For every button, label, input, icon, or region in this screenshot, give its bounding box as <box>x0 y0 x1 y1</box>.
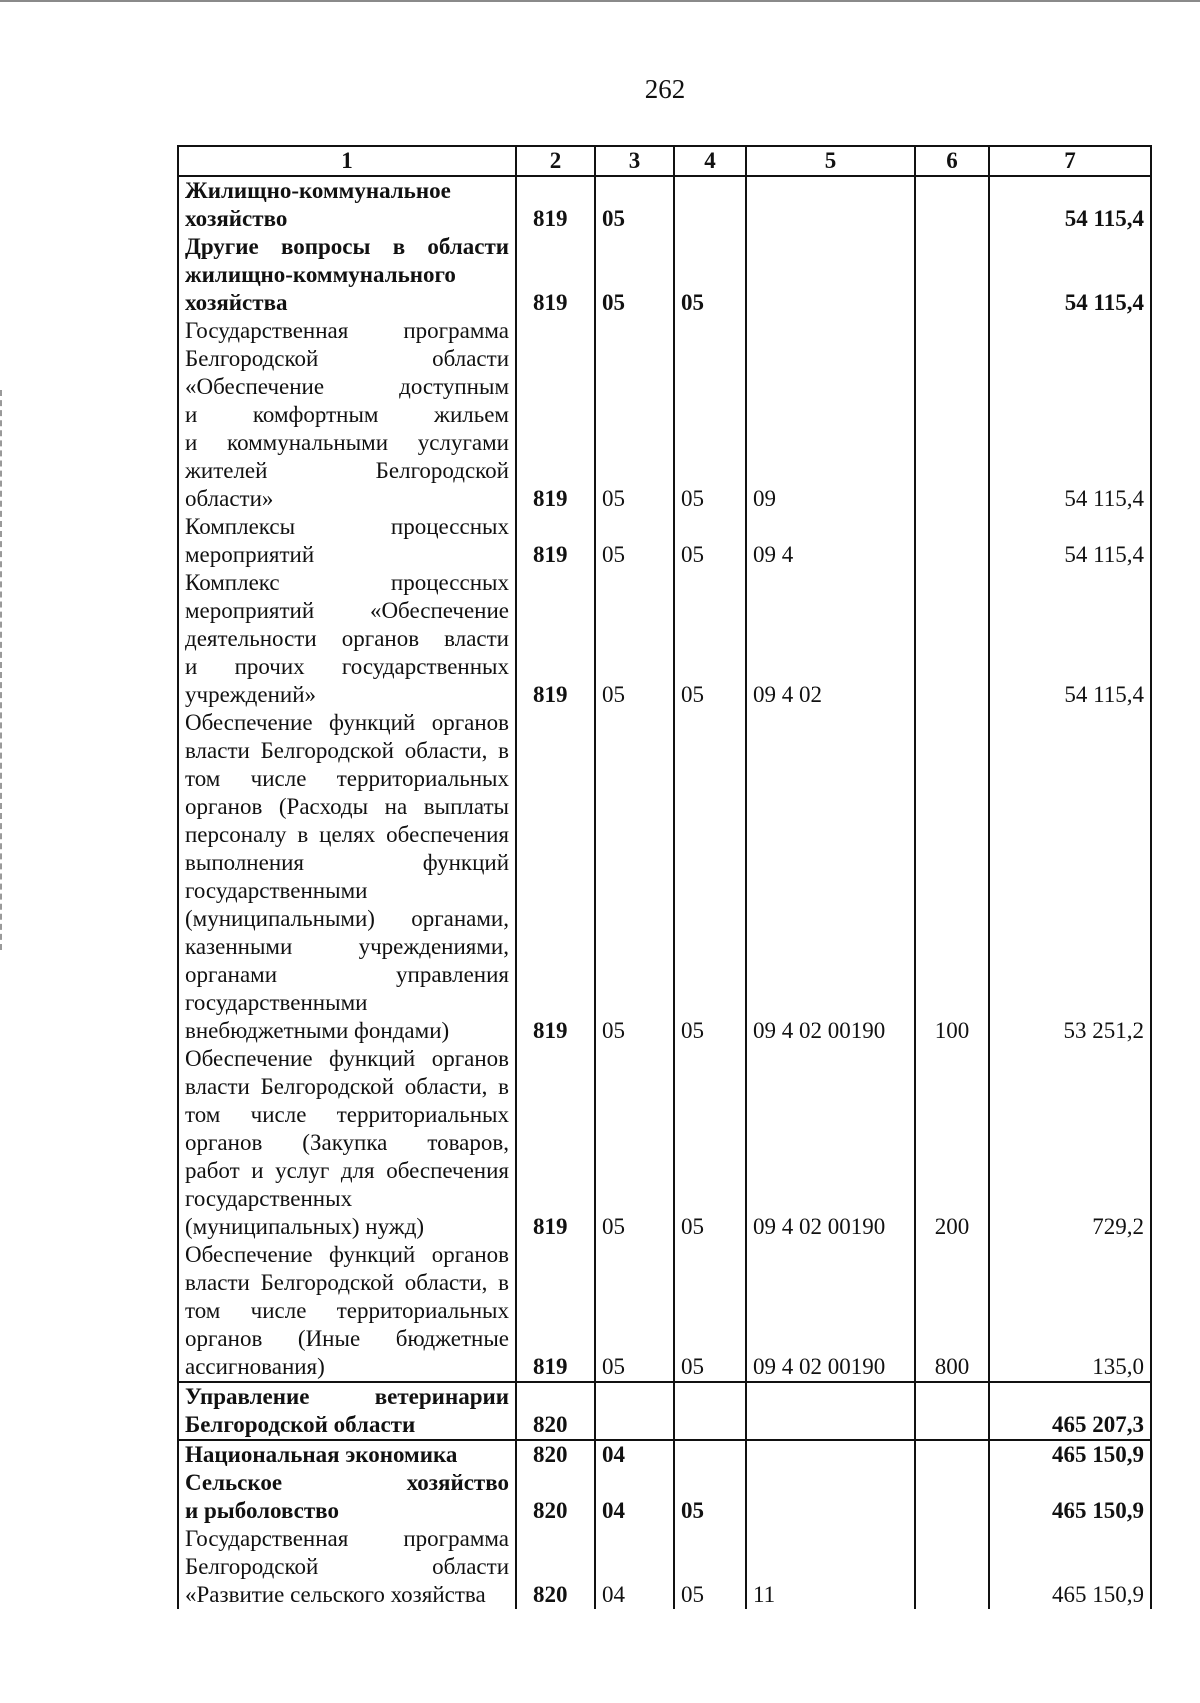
column-header: 4 <box>674 146 746 176</box>
expense-type-code <box>915 233 989 317</box>
subsection-code: 05 <box>674 709 746 1045</box>
row-description <box>178 1525 516 1609</box>
description-line: деятельности органов власти <box>185 626 509 651</box>
target-item-code <box>746 233 915 317</box>
expense-type-code <box>915 513 989 569</box>
amount: 465 150,9 <box>989 1440 1151 1469</box>
description-line: Обеспечение функций органов <box>185 1046 509 1071</box>
description-line: государственных <box>185 1186 353 1211</box>
amount: 54 115,4 <box>989 569 1151 709</box>
target-item-code: 09 <box>746 317 915 513</box>
row-description <box>178 709 516 1045</box>
expense-type-code <box>915 569 989 709</box>
section-code: 05 <box>595 317 674 513</box>
column-header: 3 <box>595 146 674 176</box>
target-item-code <box>746 1440 915 1469</box>
section-code: 05 <box>595 1241 674 1382</box>
amount: 465 207,3 <box>989 1382 1151 1440</box>
table-row <box>178 569 1151 709</box>
description-line: хозяйство <box>185 206 288 231</box>
description-line: Сельское хозяйство <box>185 1470 509 1495</box>
column-header: 7 <box>989 146 1151 176</box>
section-code: 04 <box>595 1525 674 1609</box>
description-line: учреждений» <box>185 682 317 707</box>
description-line: власти Белгородской области, в <box>185 738 509 763</box>
description-line: и рыболовство <box>185 1498 339 1523</box>
table-header-row <box>178 146 1151 176</box>
subsection-code: 05 <box>674 1045 746 1241</box>
description-line: Государственная программа <box>185 1526 509 1551</box>
table-row <box>178 709 1151 1045</box>
description-line: государственными <box>185 990 368 1015</box>
description-line: Белгородской области <box>185 1412 416 1437</box>
amount: 465 150,9 <box>989 1469 1151 1525</box>
column-header: 2 <box>516 146 595 176</box>
description-line: казенными учреждениями, <box>185 934 509 959</box>
ministry-code: 819 <box>516 233 595 317</box>
amount: 54 115,4 <box>989 317 1151 513</box>
subsection-code: 05 <box>674 1469 746 1525</box>
description-line: и коммунальными услугами <box>185 430 509 455</box>
table-row <box>178 176 1151 233</box>
target-item-code <box>746 1469 915 1525</box>
section-code <box>595 1382 674 1440</box>
row-description <box>178 1469 516 1525</box>
ministry-code: 820 <box>516 1440 595 1469</box>
scan-top-edge <box>0 0 1200 2</box>
amount: 465 150,9 <box>989 1525 1151 1609</box>
section-code: 05 <box>595 569 674 709</box>
table-row <box>178 1382 1151 1440</box>
ministry-code: 820 <box>516 1525 595 1609</box>
target-item-code: 09 4 02 00190 <box>746 1045 915 1241</box>
target-item-code <box>746 176 915 233</box>
description-line: Белгородской области <box>185 1554 509 1579</box>
description-line: «Развитие сельского хозяйства <box>185 1582 486 1607</box>
expense-type-code <box>915 1525 989 1609</box>
row-description <box>178 1440 516 1469</box>
target-item-code: 09 4 02 00190 <box>746 1241 915 1382</box>
ministry-code: 819 <box>516 569 595 709</box>
row-description <box>178 317 516 513</box>
table-row <box>178 513 1151 569</box>
description-line: и комфортным жильем <box>185 402 509 427</box>
row-description <box>178 513 516 569</box>
expense-type-code: 100 <box>915 709 989 1045</box>
section-code: 05 <box>595 1045 674 1241</box>
description-line: Комплексы процессных <box>185 514 509 539</box>
subsection-code: 05 <box>674 569 746 709</box>
column-header: 5 <box>746 146 915 176</box>
description-line: Другие вопросы в области <box>185 234 509 259</box>
ministry-code: 819 <box>516 317 595 513</box>
description-line: выполнения функций <box>185 850 509 875</box>
description-line: Жилищно-коммунальное <box>185 178 451 203</box>
subsection-code: 05 <box>674 1241 746 1382</box>
table-row <box>178 233 1151 317</box>
section-code: 05 <box>595 709 674 1045</box>
description-line: Комплекс процессных <box>185 570 509 595</box>
target-item-code: 09 4 <box>746 513 915 569</box>
description-line: персоналу в целях обеспечения <box>185 822 509 847</box>
description-line: Обеспечение функций органов <box>185 1242 509 1267</box>
amount: 729,2 <box>989 1045 1151 1241</box>
expense-type-code <box>915 1469 989 1525</box>
ministry-code: 819 <box>516 709 595 1045</box>
description-line: и прочих государственных <box>185 654 509 679</box>
description-line: ассигнования) <box>185 1354 325 1379</box>
description-line: (муниципальных) нужд) <box>185 1214 425 1239</box>
description-line: Управление ветеринарии <box>185 1384 509 1409</box>
description-line: внебюджетными фондами) <box>185 1018 450 1043</box>
description-line: том числе территориальных <box>185 1298 509 1323</box>
target-item-code: 09 4 02 <box>746 569 915 709</box>
amount: 53 251,2 <box>989 709 1151 1045</box>
subsection-code: 05 <box>674 233 746 317</box>
column-header: 1 <box>178 146 516 176</box>
description-line: жилищно-коммунального <box>185 262 456 287</box>
expense-type-code <box>915 176 989 233</box>
description-line: жителей Белгородской <box>185 458 509 483</box>
subsection-code: 05 <box>674 1525 746 1609</box>
ministry-code: 820 <box>516 1382 595 1440</box>
description-line: Обеспечение функций органов <box>185 710 509 735</box>
section-code: 05 <box>595 233 674 317</box>
ministry-code: 820 <box>516 1469 595 1525</box>
amount: 54 115,4 <box>989 233 1151 317</box>
amount: 135,0 <box>989 1241 1151 1382</box>
ministry-code: 819 <box>516 1241 595 1382</box>
description-line: «Обеспечение доступным <box>185 374 509 399</box>
budget-table <box>177 145 1152 1609</box>
row-description <box>178 1241 516 1382</box>
target-item-code <box>746 1382 915 1440</box>
expense-type-code: 800 <box>915 1241 989 1382</box>
expense-type-code <box>915 1382 989 1440</box>
row-description <box>178 1382 516 1440</box>
table-row <box>178 1525 1151 1609</box>
scan-left-edge <box>0 390 3 950</box>
row-description <box>178 176 516 233</box>
description-line: органов (Закупка товаров, <box>185 1130 509 1155</box>
row-description <box>178 569 516 709</box>
amount: 54 115,4 <box>989 513 1151 569</box>
description-line: том числе территориальных <box>185 1102 509 1127</box>
table-row <box>178 1469 1151 1525</box>
description-line: органов (Расходы на выплаты <box>185 794 509 819</box>
ministry-code: 819 <box>516 1045 595 1241</box>
description-line: власти Белгородской области, в <box>185 1270 509 1295</box>
description-line: Национальная экономика <box>185 1442 458 1467</box>
expense-type-code <box>915 317 989 513</box>
section-code: 04 <box>595 1440 674 1469</box>
section-code: 05 <box>595 176 674 233</box>
column-header: 6 <box>915 146 989 176</box>
description-line: органов (Иные бюджетные <box>185 1326 509 1351</box>
description-line: мероприятий «Обеспечение <box>185 598 509 623</box>
table-row <box>178 1241 1151 1382</box>
row-description <box>178 233 516 317</box>
target-item-code: 11 <box>746 1525 915 1609</box>
ministry-code: 819 <box>516 513 595 569</box>
subsection-code <box>674 176 746 233</box>
section-code: 04 <box>595 1469 674 1525</box>
ministry-code: 819 <box>516 176 595 233</box>
amount: 54 115,4 <box>989 176 1151 233</box>
subsection-code: 05 <box>674 317 746 513</box>
table-row <box>178 1045 1151 1241</box>
subsection-code <box>674 1440 746 1469</box>
description-line: органами управления <box>185 962 509 987</box>
description-line: мероприятий <box>185 542 315 567</box>
description-line: власти Белгородской области, в <box>185 1074 509 1099</box>
description-line: Белгородской области <box>185 346 509 371</box>
subsection-code: 05 <box>674 513 746 569</box>
section-code: 05 <box>595 513 674 569</box>
table-row <box>178 1440 1151 1469</box>
table-row <box>178 317 1151 513</box>
row-description <box>178 1045 516 1241</box>
target-item-code: 09 4 02 00190 <box>746 709 915 1045</box>
description-line: том числе территориальных <box>185 766 509 791</box>
expense-type-code: 200 <box>915 1045 989 1241</box>
page-number: 262 <box>644 74 686 104</box>
subsection-code <box>674 1382 746 1440</box>
description-line: хозяйства <box>185 290 288 315</box>
description-line: области» <box>185 486 274 511</box>
description-line: государственными <box>185 878 368 903</box>
expense-type-code <box>915 1440 989 1469</box>
description-line: Государственная программа <box>185 318 509 343</box>
description-line: (муниципальными) органами, <box>185 906 509 931</box>
description-line: работ и услуг для обеспечения <box>185 1158 509 1183</box>
